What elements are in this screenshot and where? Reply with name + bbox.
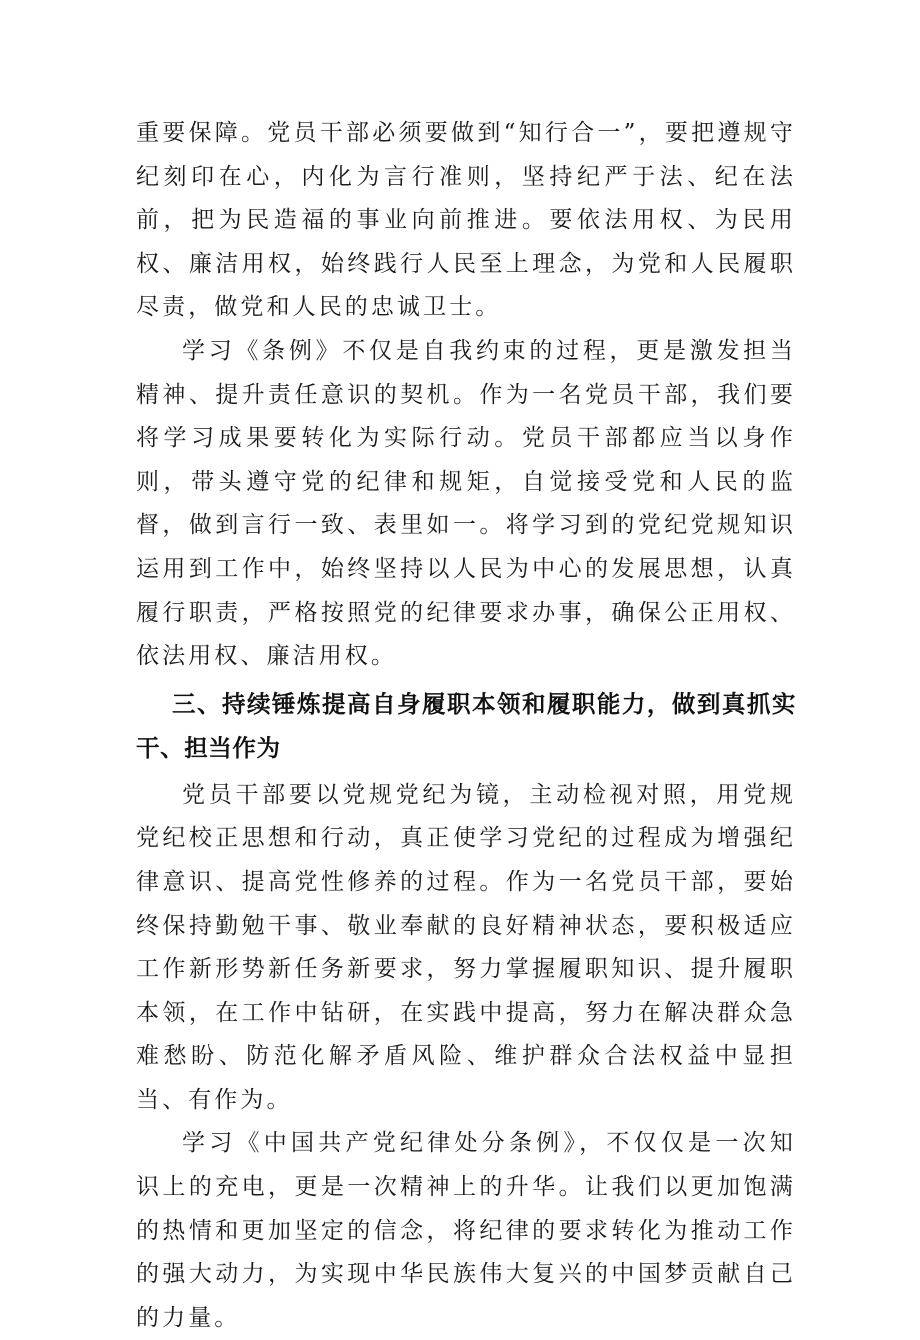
paragraph-self-examination: 党员干部要以党规党纪为镜，主动检视对照，用党规党纪校正思想和行动，真正使学习党纪的过程成为增强纪律意识、提高党性修养的过程。作为一名党员干部，要始终保持勤勉干事、敬业奉献的良好精神状态，要积极适应工作新形势新任务新要求，努力掌握履职知识、提升履职本领，在工作中钻研，在实践中提高，努力在解决群众急难愁盼、防范化解矛盾风险、维护群众合法权益中显担当、有作为。 xyxy=(136,781,796,1113)
paragraph-continued: 重要保障。党员干部必须要做到“知行合一”，要把遵规守纪刻印在心，内化为言行准则，坚持纪严于法、纪在法前，把为民造福的事业向前推进。要依法用权、为民用权、廉洁用权，始终践行人民至上理念，为党和人民履职尽责，做党和人民的忠诚卫士。 xyxy=(136,120,796,321)
section-heading-three: 三、持续锤炼提高自身履职本领和履职能力，做到真抓实干、担当作为 xyxy=(136,689,796,762)
paragraph-study-regulations: 学习《条例》不仅是自我约束的过程，更是激发担当精神、提升责任意识的契机。作为一名党员干部，我们要将学习成果要转化为实际行动。党员干部都应当以身作则，带头遵守党的纪律和规矩，自觉接受党和人民的监督，做到言行一致、表里如一。将学习到的党纪党规知识运用到工作中，始终坚持以人民为中心的发展思想，认真履行职责，严格按照党的纪律要求办事，确保公正用权、依法用权、廉洁用权。 xyxy=(136,337,796,670)
paragraph-conclusion: 学习《中国共产党纪律处分条例》，不仅仅是一次知识上的充电，更是一次精神上的升华。让我们以更加饱满的热情和更加坚定的信念，将纪律的要求转化为推动工作的强大动力，为实现中华民族伟大复兴的中国梦贡献自己的力量。 xyxy=(136,1130,796,1331)
document-body xyxy=(136,112,796,1340)
